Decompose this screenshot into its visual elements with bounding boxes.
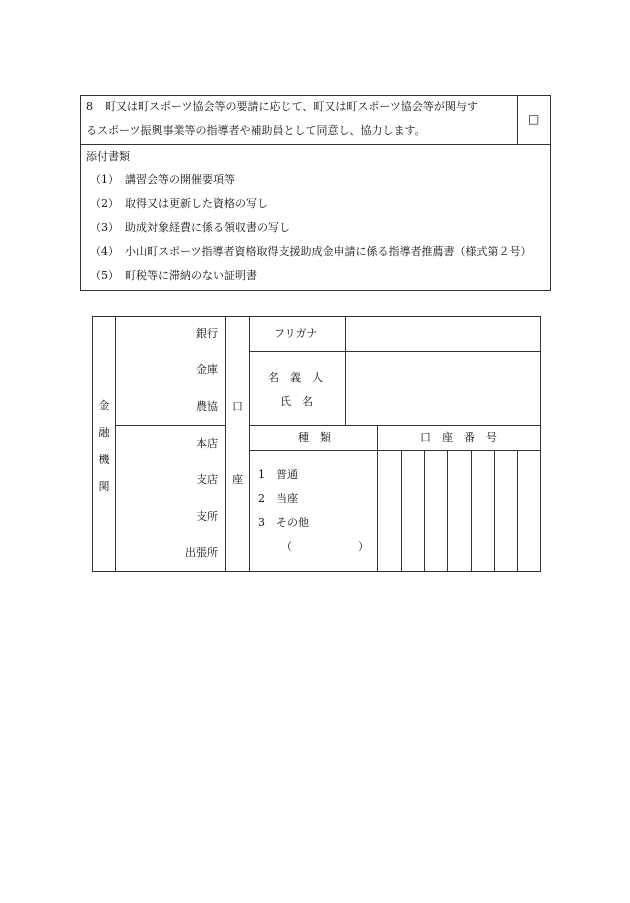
attachment-text: 小山町スポーツ指導者資格取得支援助成金申請に係る指導者推薦書（様式第２号） [125, 245, 532, 258]
attachment-text: 講習会等の開催要項等 [125, 173, 235, 186]
furigana-input[interactable] [346, 317, 540, 350]
bank-type-nokyo: 農協 [196, 400, 218, 413]
item8-text-line1: 町又は町スポーツ協会等の要請に応じて、町又は町スポーツ協会等が関与す [105, 100, 478, 113]
account-label-divider [249, 316, 250, 572]
account-holder-input[interactable] [346, 352, 540, 424]
account-digit-divider [494, 450, 495, 572]
attachment-num: （1） [90, 173, 119, 186]
attachment-num: （3） [90, 221, 119, 234]
account-kind-other-parens[interactable]: （ ） [281, 540, 369, 553]
account-digit-divider [424, 450, 425, 572]
label-char: 機 [98, 453, 110, 466]
attachment-num: （4） [90, 245, 119, 258]
item8-number: 8 [86, 100, 93, 113]
label-char: 金 [98, 399, 110, 412]
item8-text-line2: るスポーツ振興事業等の指導者や補助員として同意し、協力します。 [86, 124, 426, 137]
label-column-divider [115, 316, 116, 572]
account-kind-option-futsu[interactable]: 1 普通 [258, 468, 298, 481]
branch-type-shiten: 支店 [196, 473, 218, 486]
label-char: 融 [98, 426, 110, 439]
financial-institution-label [95, 399, 113, 507]
attachments-heading: 添付書類 [86, 150, 130, 163]
account-digit-divider [517, 450, 518, 572]
account-label-char: 座 [232, 473, 243, 486]
bank-name-column-divider [225, 316, 226, 572]
account-digit-divider [447, 450, 448, 572]
bank-type-ginko: 銀行 [196, 327, 218, 340]
account-label-char: 口 [232, 400, 243, 413]
row-divider [80, 144, 551, 145]
checkbox-column-divider [517, 95, 518, 144]
account-holder-name-label: 氏 名 [280, 395, 313, 408]
furigana-label: フリガナ [274, 327, 318, 340]
attachment-num: （5） [90, 269, 119, 282]
label-char: 関 [98, 480, 110, 493]
kind-number-divider [377, 425, 378, 572]
attachment-text: 町税等に滞納のない証明書 [125, 269, 257, 282]
attachment-num: （2） [90, 197, 119, 210]
account-holder-label: 名 義 人 [268, 371, 323, 384]
account-kind-option-toza[interactable]: 2 当座 [258, 492, 298, 505]
account-digit-divider [471, 450, 472, 572]
holder-row-divider [249, 425, 541, 426]
attachment-text: 取得又は更新した資格の写し [125, 197, 268, 210]
attachment-text: 助成対象経費に係る領収書の写し [125, 221, 290, 234]
header-row-divider [249, 450, 541, 451]
bank-branch-divider [115, 425, 225, 426]
bank-type-kinko: 金庫 [196, 363, 218, 376]
branch-type-honten: 本店 [196, 437, 218, 450]
branch-type-shucchojo: 出張所 [185, 546, 218, 559]
account-kind-header: 種 類 [298, 431, 331, 444]
account-kind-option-other[interactable]: 3 その他 [258, 516, 309, 529]
account-digit-divider [401, 450, 402, 572]
consent-checkbox[interactable]: □ [528, 112, 540, 126]
account-number-header: 口 座 番 号 [420, 431, 497, 444]
branch-type-shisho: 支所 [196, 510, 218, 523]
